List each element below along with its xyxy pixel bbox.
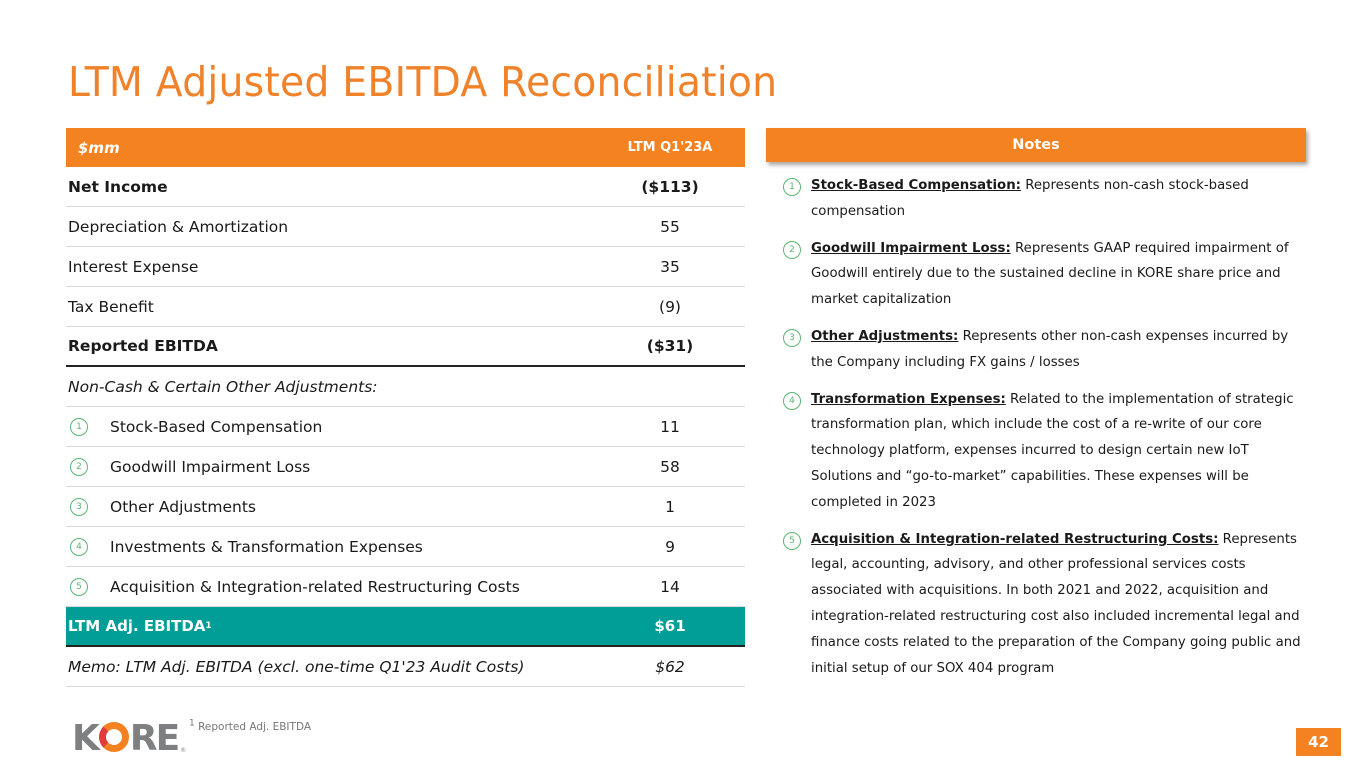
kore-logo (72, 718, 187, 759)
row-label: Investments & Transformation Expenses (110, 537, 423, 556)
row-label: Net Income (68, 177, 168, 196)
footnote-marker: 1 (189, 718, 195, 729)
note-heading: Other Adjustments: (811, 328, 959, 344)
row-value: $62 (655, 657, 685, 676)
row-value: 9 (665, 537, 675, 556)
logo-ring-icon (99, 722, 129, 752)
row-value: 58 (660, 457, 680, 476)
footnote (189, 718, 312, 733)
note-heading: Goodwill Impairment Loss: (811, 240, 1011, 256)
number-circle-icon: 3 (783, 329, 801, 347)
footnote-text: Reported Adj. EBITDA (194, 721, 312, 733)
row-value: 1 (665, 497, 675, 516)
notes-panel (766, 128, 1306, 681)
table-row-adjustments-heading (66, 367, 745, 407)
note-text (811, 324, 1301, 376)
note-text (811, 236, 1301, 313)
number-circle-icon: 2 (783, 241, 801, 259)
row-label-wrap (66, 578, 595, 596)
number-circle-icon: 2 (70, 458, 88, 476)
table-row-goodwill (66, 447, 745, 487)
logo-letter-k: K (72, 718, 98, 759)
row-label: Memo: LTM Adj. EBITDA (excl. one-time Q1'23 Audit Costs) (68, 657, 525, 676)
reconciliation-table (66, 128, 745, 687)
note-body: Represents legal, accounting, advisory, and other professional services costs associated with acquisitions. In both 2021 and 2022, acquisition and integration-related restructuring cost also included incremental legal and finance costs related to the preparation of the Company going public and initial setup of our SOX 404 program (811, 531, 1301, 676)
row-label: Non-Cash & Certain Other Adjustments: (68, 377, 378, 396)
header-period: LTM Q1'23A (627, 140, 713, 155)
row-label-wrap (66, 538, 595, 556)
note-body: Represents other non-cash expenses incurred by the Company including FX gains / losses (811, 328, 1289, 370)
table-row-other (66, 487, 745, 527)
number-circle-icon: 4 (783, 392, 801, 410)
registered-mark: ® (180, 747, 187, 754)
row-label-wrap: LTM Adj. EBITDA 1 (68, 617, 212, 635)
row-label: Goodwill Impairment Loss (110, 457, 311, 476)
number-circle-icon: 1 (783, 178, 801, 196)
note-heading: Acquisition & Integration-related Restructuring Costs: (811, 531, 1219, 547)
row-value: 11 (660, 417, 680, 436)
row-label: Other Adjustments (110, 497, 257, 516)
row-value: ($113) (641, 177, 699, 196)
note-item (766, 390, 1306, 516)
table-row-depreciation (66, 207, 745, 247)
row-label: LTM Adj. EBITDA (68, 617, 206, 635)
table-row-interest (66, 247, 745, 287)
notes-header: Notes (766, 128, 1306, 162)
number-circle-icon: 4 (70, 538, 88, 556)
table-row-ltm-adj-ebitda (66, 607, 745, 647)
row-label: Stock-Based Compensation (110, 417, 323, 436)
table-row-acquisition (66, 567, 745, 607)
row-label: Tax Benefit (68, 297, 154, 316)
row-label-wrap (66, 498, 595, 516)
table-row-tax (66, 287, 745, 327)
logo-wordmark (72, 718, 179, 759)
page-title: LTM Adjusted EBITDA Reconciliation (68, 58, 778, 106)
logo-letters-re: RE (129, 718, 179, 759)
row-label: Depreciation & Amortization (68, 217, 289, 236)
table-row-sbc (66, 407, 745, 447)
note-text (811, 173, 1301, 225)
row-label: Reported EBITDA (68, 337, 218, 355)
number-circle-icon: 5 (783, 532, 801, 550)
table-row-transformation (66, 527, 745, 567)
number-circle-icon: 3 (70, 498, 88, 516)
row-label-wrap (66, 418, 595, 436)
number-circle-icon: 1 (70, 418, 88, 436)
note-body: Related to the implementation of strategic transformation plan, which include the cost of a re-write of our core technology platform, expenses incurred to design certain new IoT Solutions and “go-to-market” capabilities. These expenses will be completed in 2023 (811, 391, 1294, 510)
row-label-wrap (66, 458, 595, 476)
row-label: Acquisition & Integration-related Restructuring Costs (110, 577, 520, 596)
note-item (766, 530, 1306, 682)
note-item (766, 327, 1306, 376)
note-item (766, 239, 1306, 313)
row-value: 14 (660, 577, 680, 596)
row-label: Interest Expense (68, 257, 199, 276)
note-heading: Transformation Expenses: (811, 391, 1006, 407)
note-item (766, 176, 1306, 225)
note-text (811, 527, 1301, 682)
header-label: $mm (78, 138, 120, 157)
row-value: $61 (654, 617, 686, 635)
row-value: ($31) (646, 337, 694, 355)
row-value: 35 (660, 257, 680, 276)
table-row-net-income (66, 167, 745, 207)
page-number: 42 (1296, 728, 1341, 756)
note-body: Represents GAAP required impairment of Goodwill entirely due to the sustained decline in KORE share price and market capitalization (811, 240, 1289, 308)
number-circle-icon: 5 (70, 578, 88, 596)
table-row-reported-ebitda (66, 327, 745, 367)
note-heading: Stock-Based Compensation: (811, 178, 1021, 193)
note-text (811, 387, 1301, 516)
note-body: Represents non-cash stock-based compensation (811, 178, 1249, 219)
table-row-memo (66, 647, 745, 687)
row-value: (9) (659, 297, 681, 316)
row-value: 55 (660, 217, 680, 236)
table-header (66, 128, 745, 167)
